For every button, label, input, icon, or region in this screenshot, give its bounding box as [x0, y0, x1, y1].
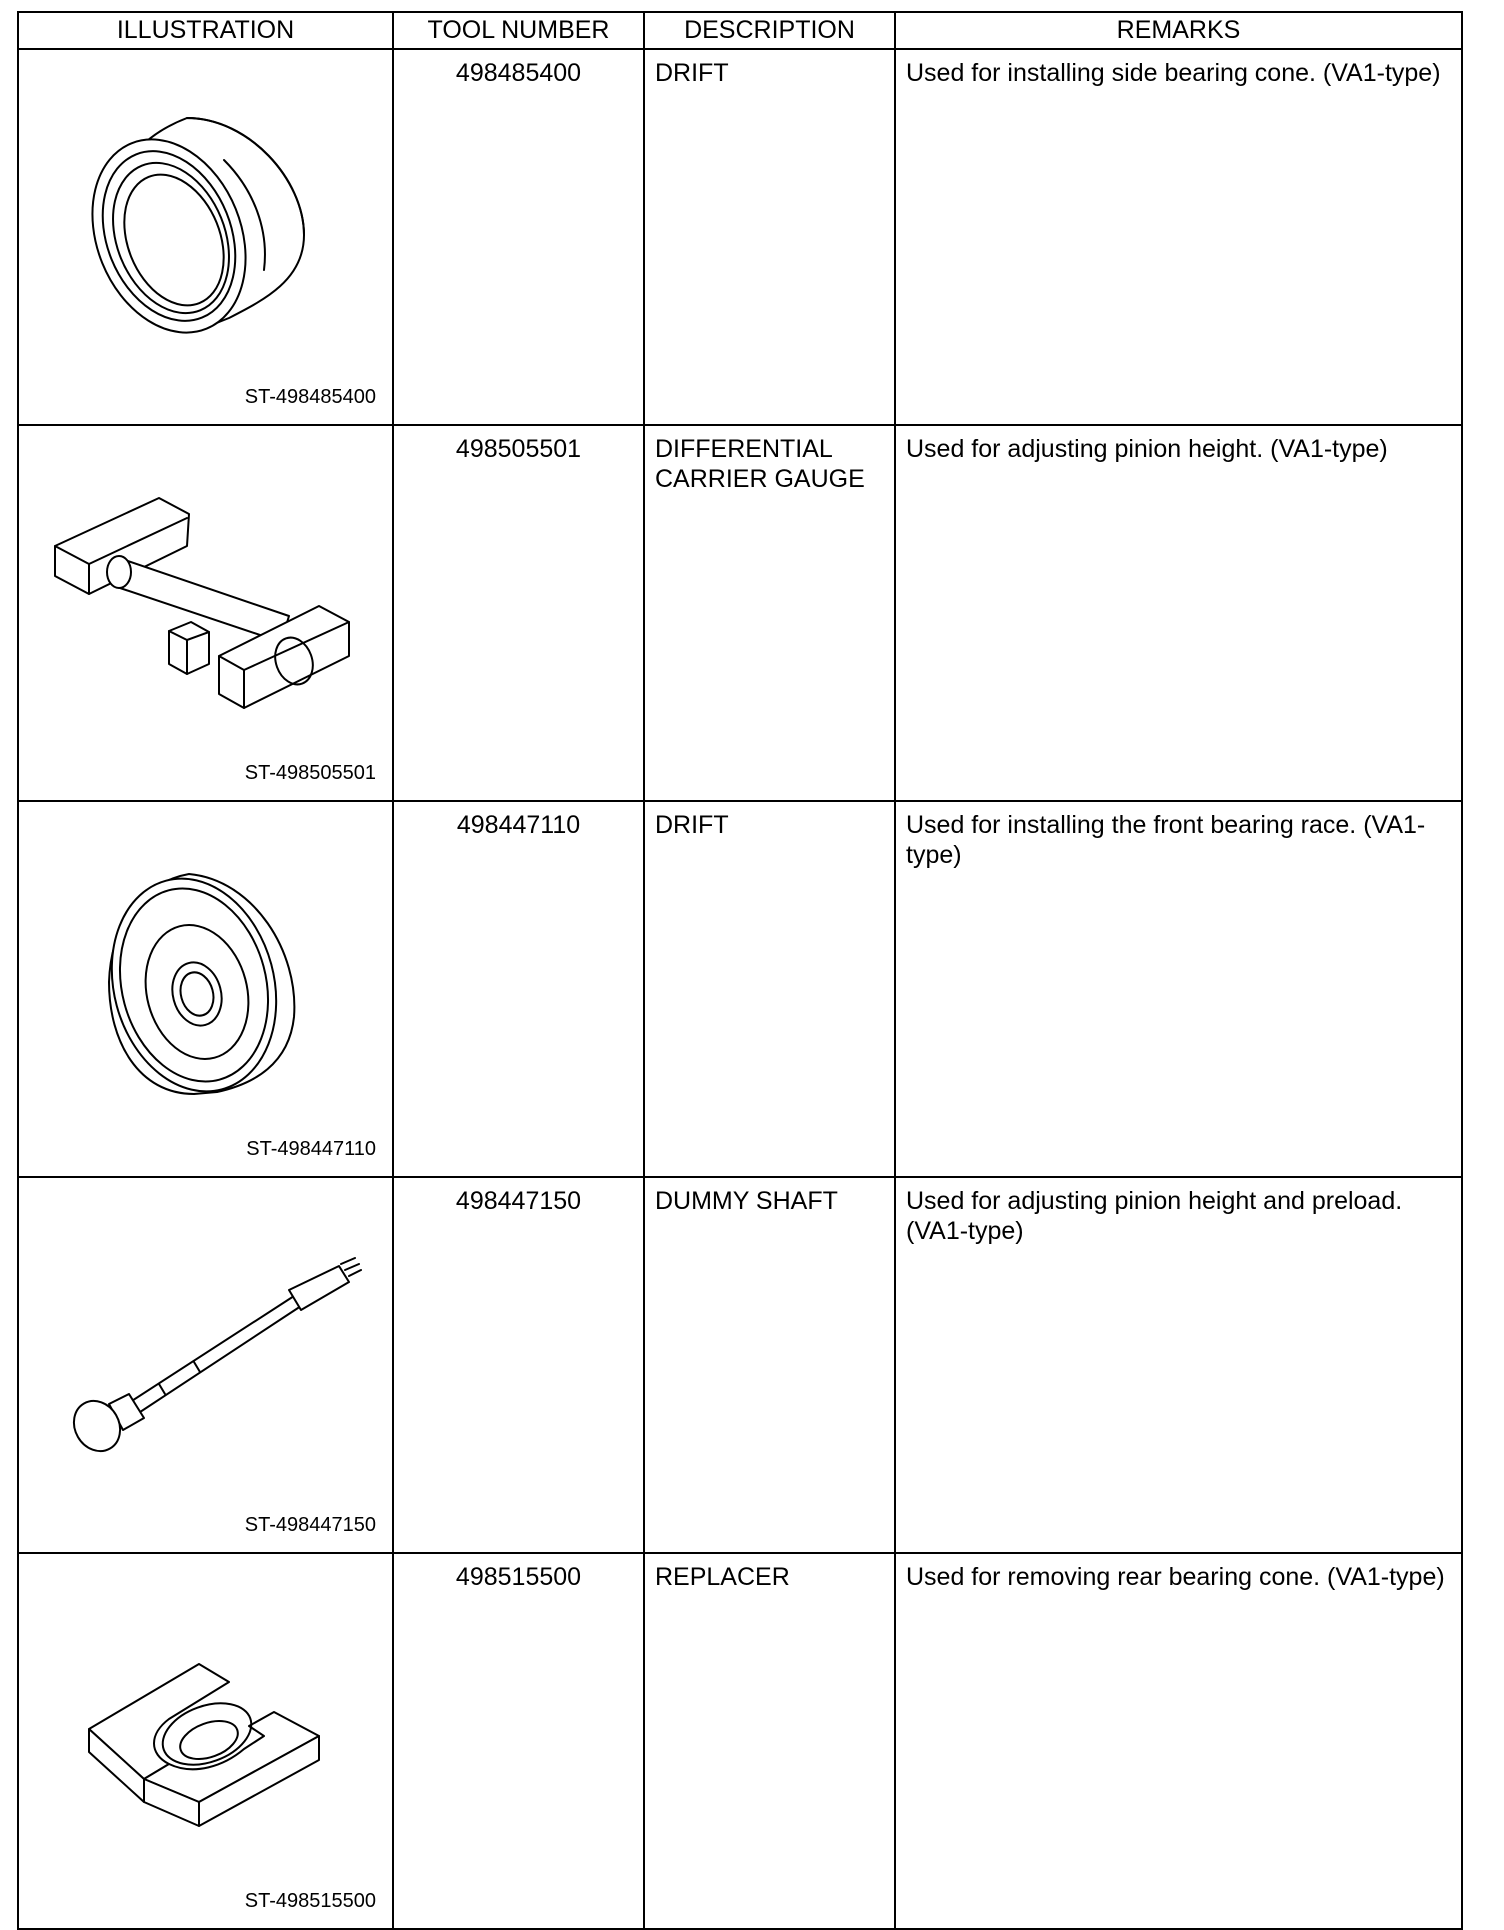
- tool-number-cell: 498515500: [393, 1553, 644, 1929]
- illustration-code: ST-498447150: [244, 1514, 376, 1536]
- header-illustration: ILLUSTRATION: [18, 12, 393, 49]
- header-tool-number: TOOL NUMBER: [393, 12, 644, 49]
- remarks-cell: Used for removing rear bearing cone. (VA1-type): [895, 1553, 1462, 1929]
- table-row: [18, 801, 1462, 1177]
- table-row: [18, 49, 1462, 425]
- description-cell: DIFFERENTIAL CARRIER GAUGE: [644, 425, 895, 801]
- tool-number-cell: 498485400: [393, 49, 644, 425]
- description-cell: DRIFT: [644, 49, 895, 425]
- illustration-cell: [18, 801, 393, 1177]
- illustration-code: ST-498505501: [244, 762, 376, 784]
- description-cell: REPLACER: [644, 1553, 895, 1929]
- table-row: [18, 1553, 1462, 1929]
- tool-number-cell: 498447110: [393, 801, 644, 1177]
- header-description: DESCRIPTION: [644, 12, 895, 49]
- table-row: [18, 1177, 1462, 1553]
- illustration-cell: [18, 1553, 393, 1929]
- carrier-gauge-icon: [19, 426, 392, 792]
- table-row: [18, 425, 1462, 801]
- tool-number-cell: 498505501: [393, 425, 644, 801]
- drift-ring-icon: [19, 50, 392, 416]
- remarks-cell: Used for installing the front bearing race. (VA1-type): [895, 801, 1462, 1177]
- replacer-block-icon: [19, 1554, 392, 1920]
- description-cell: DRIFT: [644, 801, 895, 1177]
- remarks-cell: Used for adjusting pinion height. (VA1-type): [895, 425, 1462, 801]
- dummy-shaft-icon: [19, 1178, 392, 1544]
- description-cell: DUMMY SHAFT: [644, 1177, 895, 1553]
- illustration-code: ST-498485400: [244, 386, 376, 408]
- header-remarks: REMARKS: [895, 12, 1462, 49]
- illustration-code: ST-498447110: [246, 1138, 376, 1160]
- special-tools-table: [17, 11, 1463, 1930]
- remarks-cell: Used for installing side bearing cone. (VA1-type): [895, 49, 1462, 425]
- tool-number-cell: 498447150: [393, 1177, 644, 1553]
- illustration-cell: [18, 1177, 393, 1553]
- remarks-cell: Used for adjusting pinion height and preload. (VA1-type): [895, 1177, 1462, 1553]
- illustration-cell: [18, 425, 393, 801]
- drift-disc-icon: [19, 802, 392, 1168]
- illustration-cell: [18, 49, 393, 425]
- table-header-row: [18, 12, 1462, 49]
- illustration-code: ST-498515500: [244, 1890, 376, 1912]
